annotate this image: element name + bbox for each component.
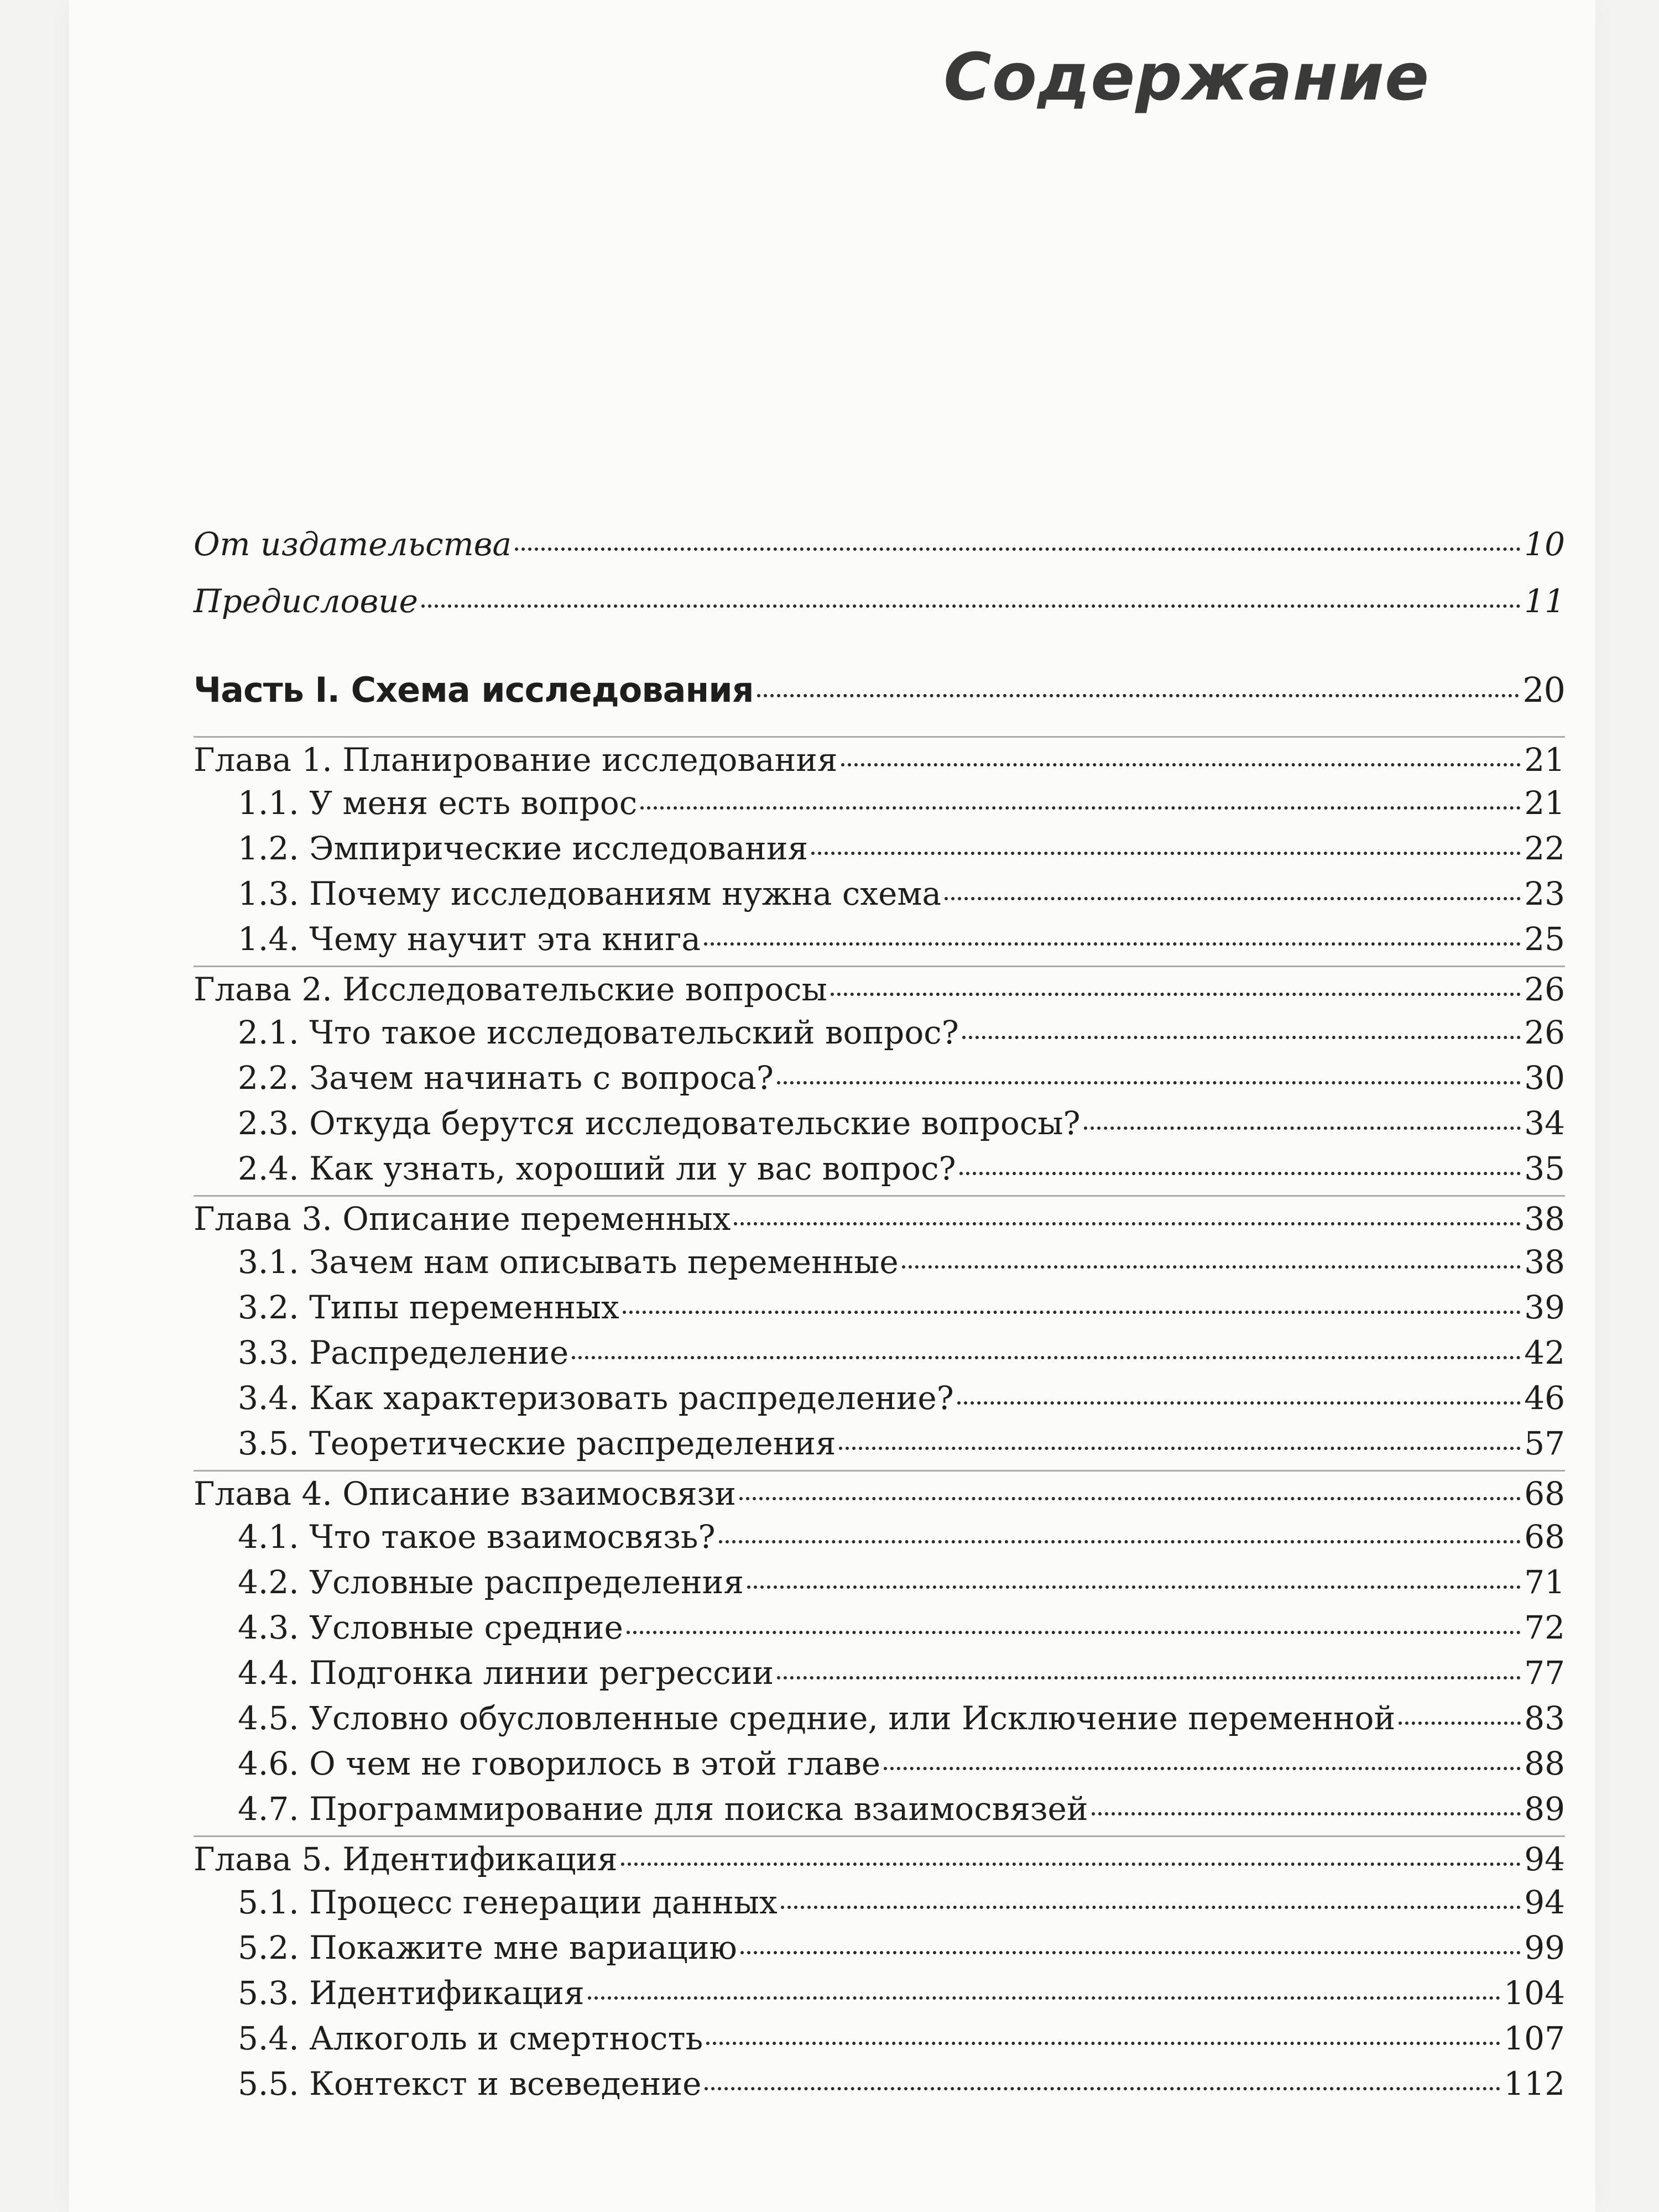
toc-page-number: 26: [1524, 971, 1565, 1008]
toc-entry-label: 5.3. Идентификация: [238, 1974, 585, 2012]
toc-entry-label: 1.3. Почему исследованиям нужна схема: [238, 875, 942, 912]
toc-entry-label: 2.1. Что такое исследовательский вопрос?: [238, 1014, 959, 1051]
leader-dots: [811, 852, 1521, 855]
toc-page-number: 21: [1524, 784, 1565, 822]
leader-dots: [781, 1906, 1521, 1909]
toc-page-number: 42: [1524, 1334, 1565, 1371]
leader-dots: [640, 806, 1521, 810]
toc-page-number: 89: [1524, 1790, 1565, 1828]
toc-entry-label: Предисловие: [194, 582, 418, 620]
leader-dots: [421, 604, 1521, 608]
toc-page-number: 57: [1524, 1425, 1565, 1462]
toc-entry-section: [194, 1104, 1565, 1150]
toc-entry-label: Глава 2. Исследовательские вопросы: [194, 971, 827, 1008]
leader-dots: [957, 1401, 1521, 1405]
toc-page-number: 112: [1504, 2065, 1565, 2103]
leader-dots: [739, 1497, 1521, 1500]
toc-page-number: 20: [1522, 670, 1565, 710]
toc-entry-label: 4.3. Условные средние: [238, 1609, 623, 1646]
toc-entry-section: [194, 1425, 1565, 1470]
leader-dots: [623, 1311, 1521, 1314]
leader-dots: [945, 897, 1521, 900]
toc-entry-label: Глава 1. Планирование исследования: [194, 741, 838, 779]
leader-dots: [740, 1951, 1521, 1954]
toc-page-number: 99: [1524, 1929, 1565, 1966]
toc-entry-section: [194, 920, 1565, 966]
leader-dots: [572, 1356, 1521, 1359]
toc-entry-label: 3.2. Типы переменных: [238, 1288, 619, 1326]
toc-entry-label: 2.3. Откуда берутся исследовательские вопросы?: [238, 1104, 1081, 1142]
leader-dots: [1092, 1812, 1521, 1815]
toc-entry-section: [194, 830, 1565, 875]
toc-entry-label: 3.1. Зачем нам описывать переменные: [238, 1243, 899, 1281]
toc-entry-section: [194, 1884, 1565, 1929]
toc-entry-section: [194, 1929, 1565, 1974]
toc-entry-label: 2.2. Зачем начинать с вопроса?: [238, 1059, 774, 1097]
toc-page-number: 72: [1524, 1609, 1565, 1646]
leader-dots: [706, 2042, 1500, 2045]
toc-entry-label: 1.1. У меня есть вопрос: [238, 784, 638, 822]
leader-dots: [962, 1036, 1521, 1039]
toc-entry-label: 5.1. Процесс генерации данных: [238, 1884, 778, 1921]
toc-entry-section: [194, 1609, 1565, 1654]
toc-entry-section: [194, 1379, 1565, 1425]
toc-entry-label: 4.7. Программирование для поиска взаимосвязей: [238, 1790, 1088, 1828]
leader-dots: [734, 1222, 1521, 1225]
toc-entry-chapter: [194, 1835, 1565, 1884]
page-title: Содержание: [943, 39, 1430, 115]
toc-page-number: 83: [1524, 1699, 1565, 1737]
leader-dots: [757, 694, 1520, 697]
toc-entry-section: [194, 1334, 1565, 1379]
toc-page-number: 104: [1504, 1974, 1565, 2012]
toc-page-number: 38: [1524, 1200, 1565, 1238]
toc-page-number: 35: [1524, 1150, 1565, 1187]
toc-entry-front-matter: [194, 582, 1565, 639]
toc-page-number: 30: [1524, 1059, 1565, 1097]
leader-dots: [621, 1863, 1521, 1866]
toc-entry-label: 2.4. Как узнать, хороший ли у вас вопрос?: [238, 1150, 956, 1187]
leader-dots: [1399, 1721, 1521, 1725]
toc-page-number: 23: [1524, 875, 1565, 912]
leader-dots: [588, 1996, 1501, 2000]
toc-entry-section: [194, 875, 1565, 920]
toc-entry-label: Глава 5. Идентификация: [194, 1840, 618, 1878]
toc-entry-label: Часть I. Схема исследования: [194, 670, 754, 710]
toc-page-number: 46: [1524, 1379, 1565, 1417]
toc-page-number: 11: [1524, 582, 1565, 620]
toc-page-number: 10: [1524, 525, 1565, 563]
toc-entry-section: [194, 1288, 1565, 1334]
leader-dots: [704, 942, 1521, 946]
leader-dots: [515, 547, 1521, 551]
toc-entry-label: 3.5. Теоретические распределения: [238, 1425, 836, 1462]
toc-entry-chapter: [194, 1470, 1565, 1518]
toc-entry-section: [194, 1974, 1565, 2020]
toc-page-number: 68: [1524, 1518, 1565, 1556]
toc-entry-part: [194, 670, 1565, 736]
leader-dots: [747, 1585, 1521, 1589]
toc-page-number: 94: [1524, 1840, 1565, 1878]
toc-entry-label: 4.2. Условные распределения: [238, 1563, 744, 1601]
toc-entry-label: 1.4. Чему научит эта книга: [238, 920, 701, 958]
toc-entry-section: [194, 1745, 1565, 1790]
toc-entry-label: 1.2. Эмпирические исследования: [238, 830, 808, 867]
leader-dots: [841, 763, 1521, 766]
toc-entry-section: [194, 1059, 1565, 1104]
toc-entry-label: Глава 3. Описание переменных: [194, 1200, 731, 1238]
toc-entry-label: 4.5. Условно обусловленные средние, или Исключение переменной: [238, 1699, 1396, 1737]
table-of-contents: [194, 525, 1565, 2110]
toc-entry-section: [194, 1563, 1565, 1609]
toc-entry-section: [194, 1699, 1565, 1745]
leader-dots: [884, 1767, 1521, 1770]
toc-page-number: 34: [1524, 1104, 1565, 1142]
toc-entry-section: [194, 1014, 1565, 1059]
leader-dots: [705, 2087, 1500, 2090]
leader-dots: [777, 1676, 1521, 1679]
leader-dots: [627, 1631, 1521, 1634]
toc-entry-section: [194, 1243, 1565, 1288]
book-page: [69, 0, 1595, 2212]
toc-page-number: 26: [1524, 1014, 1565, 1051]
leader-dots: [719, 1540, 1521, 1543]
toc-page-number: 21: [1524, 741, 1565, 779]
toc-entry-front-matter: [194, 525, 1565, 582]
toc-page-number: 94: [1524, 1884, 1565, 1921]
toc-entry-label: 4.4. Подгонка линии регрессии: [238, 1654, 774, 1692]
toc-page-number: 68: [1524, 1475, 1565, 1512]
leader-dots: [831, 993, 1521, 996]
toc-entry-section: [194, 1790, 1565, 1835]
leader-dots: [839, 1447, 1521, 1450]
toc-entry-section: [194, 2020, 1565, 2065]
toc-entry-label: 5.2. Покажите мне вариацию: [238, 1929, 737, 1966]
toc-page-number: 39: [1524, 1288, 1565, 1326]
toc-page-number: 22: [1524, 830, 1565, 867]
toc-page-number: 25: [1524, 920, 1565, 958]
toc-entry-label: 3.3. Распределение: [238, 1334, 569, 1371]
toc-entry-section: [194, 1150, 1565, 1195]
toc-entry-chapter: [194, 736, 1565, 784]
toc-entry-chapter: [194, 966, 1565, 1014]
toc-entry-section: [194, 784, 1565, 830]
toc-entry-section: [194, 1518, 1565, 1563]
toc-page-number: 107: [1504, 2020, 1565, 2057]
leader-dots: [902, 1265, 1521, 1269]
toc-entry-label: 3.4. Как характеризовать распределение?: [238, 1379, 954, 1417]
toc-page-number: 71: [1524, 1563, 1565, 1601]
toc-entry-chapter: [194, 1195, 1565, 1243]
toc-entry-label: 5.4. Алкоголь и смертность: [238, 2020, 703, 2057]
toc-page-number: 88: [1524, 1745, 1565, 1782]
toc-entry-label: 4.6. О чем не говорилось в этой главе: [238, 1745, 881, 1782]
toc-entry-section: [194, 2065, 1565, 2110]
toc-entry-section: [194, 1654, 1565, 1699]
toc-entry-label: 4.1. Что такое взаимосвязь?: [238, 1518, 716, 1556]
toc-entry-label: От издательства: [194, 525, 512, 563]
toc-page-number: 38: [1524, 1243, 1565, 1281]
toc-entry-label: 5.5. Контекст и всеведение: [238, 2065, 702, 2103]
toc-page-number: 77: [1524, 1654, 1565, 1692]
leader-dots: [959, 1172, 1521, 1175]
leader-dots: [777, 1081, 1521, 1084]
leader-dots: [1084, 1126, 1521, 1130]
toc-entry-label: Глава 4. Описание взаимосвязи: [194, 1475, 736, 1512]
